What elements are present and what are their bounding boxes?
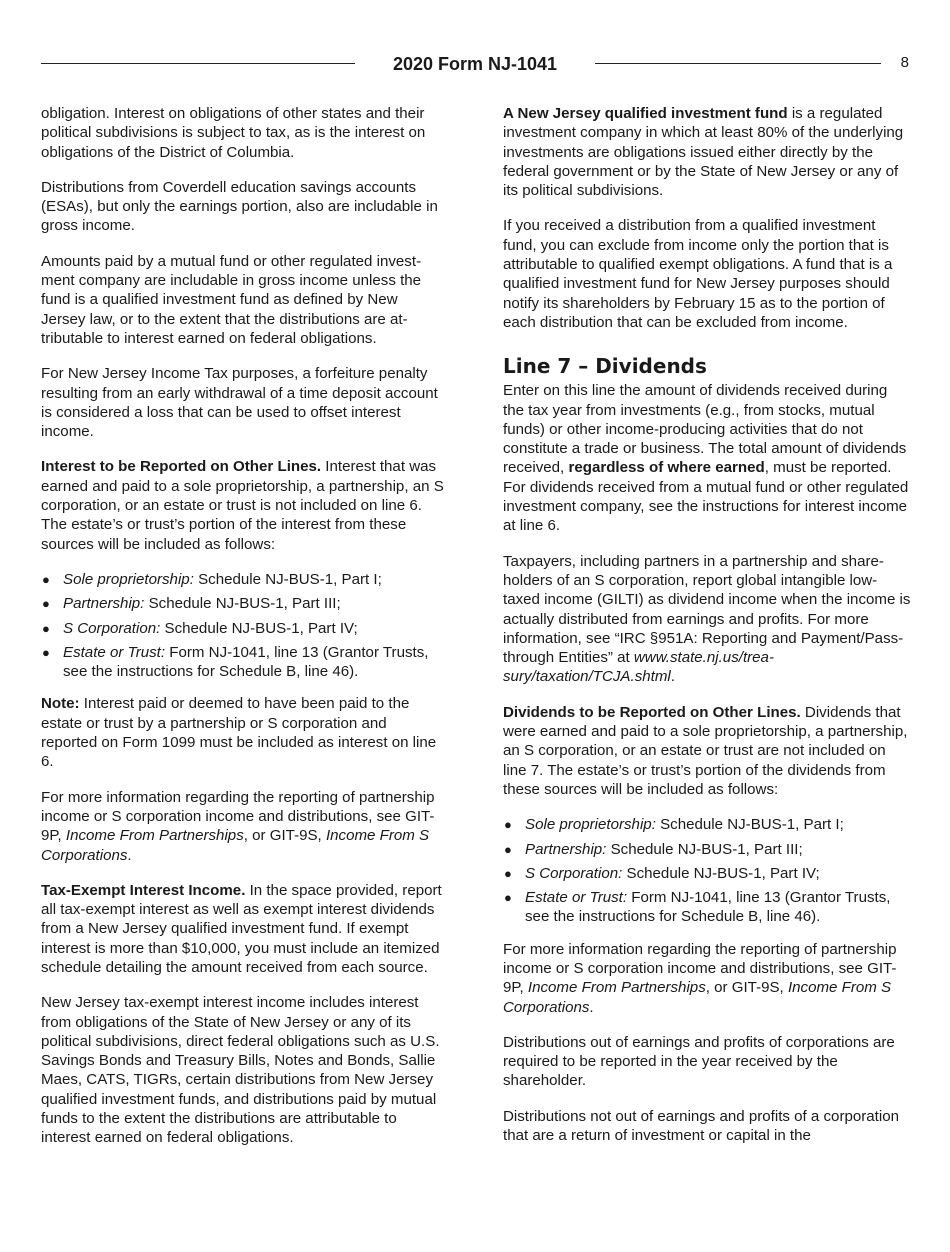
paragraph: For New Jersey Income Tax purposes, a forfeiture penalty resulting from an early withdrawal of a time deposit account is considered a loss that can be used to offset interest income. xyxy=(41,365,438,441)
paragraph: New Jersey tax-exempt interest income includes interest from obligations of the State of New Jersey or any of its political subdivisions, direct federal obligations such as U.S. Savings Bonds and Treasury Bills, Notes and Bonds, Sallie Maes, CATS, TIGRs, certain distributions from New Jersey qualified investment funds, and distributions paid by mutual funds to the extent the distributions are attributable to interest earned on federal obligations. xyxy=(41,994,440,1147)
paragraph: Distributions out of earnings and profits of corporations are required to be reported in the year received by the shareholder. xyxy=(503,1033,895,1090)
paragraph: For more information regarding the reporting of partnership income or S corporation income and distributions, see GIT-9P, Income From Partnerships, or GIT-9S, Income From S Corporations. xyxy=(41,788,435,864)
right-column xyxy=(503,104,911,1161)
paragraph: For more information regarding the reporting of partnership income or S corporation income and distributions, see GIT-9P, Income From Partnerships, or GIT-9S, Income From S Corporations. xyxy=(503,940,897,1016)
paragraph-lead: Interest to be Reported on Other Lines. xyxy=(41,458,322,476)
paragraph-interest-other-lines: Interest to be Reported on Other Lines. Interest that was earned and paid to a sole proprietorship, a partnership, an S corporation, or an estate or trust is not included on line 6. The estate’s or trust’s portion of the interest from these sources will be included as follows: xyxy=(41,458,444,553)
list-item: ● Sole proprietorship: Schedule NJ-BUS-1, Part I; xyxy=(504,816,844,834)
paragraph-dividends-other-lines: Dividends to be Reported on Other Lines. Dividends that were earned and paid to a sole proprietorship, a partnership, an S corporation, or an estate or trust are not included on line 7. The estate’s or trust’s portion of the dividends from these sources will be included as follows: xyxy=(503,703,908,798)
paragraph: Enter on this line the amount of dividends received during the tax year from investments (e.g., from stocks, mutual funds) or other income-producing activities that do not constitute a trade or business. The total amount of dividends received, regardless of where earned, must be reported. For dividends received from a mutual fund or other regulated investment company, see the instructions for interest income at line 6. xyxy=(503,382,909,535)
list-item: ● S Corporation: Schedule NJ-BUS-1, Part IV; xyxy=(504,864,820,882)
paragraph: Distributions not out of earnings and profits of a corporation that are a return of investment or capital in the xyxy=(503,1107,900,1145)
bullet-list xyxy=(503,815,911,926)
list-item: ● S Corporation: Schedule NJ-BUS-1, Part IV; xyxy=(42,619,358,637)
list-item: ● Estate or Trust: Form NJ-1041, line 13 (Grantor Trusts, see the instructions for Schedule B, line 46). xyxy=(504,889,891,926)
paragraph-tax-exempt-interest: Tax-Exempt Interest Income. In the space provided, report all tax-exempt interest as well as exempt interest dividends from a New Jersey qualified investment fund. If exempt interest is more than $10,000, you must include an itemized schedule detailing the amount received from each source. xyxy=(41,881,442,976)
page-header xyxy=(41,52,909,78)
bullet-list xyxy=(41,570,445,681)
paragraph: Taxpayers, including partners in a partnership and shareholders of an S corporation, report global intangible low-taxed income (GILTI) as dividend income when the income is actually distributed from earnings and profits. For more information, see “IRC §951A: Reporting and Payment/Pass-through Entities” at www.state.nj.us/treasury/taxation/TCJA.shtml. xyxy=(503,552,911,686)
paragraph: Amounts paid by a mutual fund or other regulated investment company are includable in gross income unless the fund is a qualified investment fund as defined by New Jersey law, or to the extent that the distributions are attributable to interest earned on federal obligations. xyxy=(41,252,422,347)
list-item: ● Estate or Trust: Form NJ-1041, line 13 (Grantor Trusts, see the instructions for Schedule B, line 46). xyxy=(42,643,429,681)
note-paragraph: Note: Interest paid or deemed to have been paid to the estate or trust by a partnership or S corporation and reported on Form 1099 must be included as interest on line 6. xyxy=(41,695,437,771)
paragraph: Distributions from Coverdell education savings accounts (ESAs), but only the earnings portion, also are includable in gross income. xyxy=(41,178,438,235)
paragraph: If you received a distribution from a qualified investment fund, you can exclude from income only the portion that is attributable to qualified exempt obligations. A fund that is a qualified investment fund for New Jersey purposes should notify its shareholders by February 15 as to the portion of each distribution that can be excluded from income. xyxy=(503,217,893,331)
header-rule-right xyxy=(595,63,881,64)
left-column xyxy=(41,104,445,1164)
page-title: 2020 Form NJ-1041 xyxy=(392,54,558,74)
list-item: ● Partnership: Schedule NJ-BUS-1, Part III; xyxy=(42,595,341,613)
paragraph: obligation. Interest on obligations of other states and their political subdivisions is subject to tax, as is the interest on obligations of the District of Columbia. xyxy=(41,105,426,161)
list-item: ● Partnership: Schedule NJ-BUS-1, Part III; xyxy=(504,840,803,858)
list-item: ● Sole proprietorship: Schedule NJ-BUS-1, Part I; xyxy=(42,570,382,588)
page-number: 8 xyxy=(900,54,909,71)
header-rule-left xyxy=(41,63,355,64)
section-heading: Line 7 – Dividends xyxy=(503,354,707,379)
paragraph-qualified-fund: A New Jersey qualified investment fund is a regulated investment company in which at least 80% of the underlying investments are obligations issued either directly by the federal government or by the State of New Jersey or any of its political subdivisions. xyxy=(503,105,904,200)
url-text: www.state.nj.us/treasury/taxation/TCJA.shtml xyxy=(503,649,774,686)
